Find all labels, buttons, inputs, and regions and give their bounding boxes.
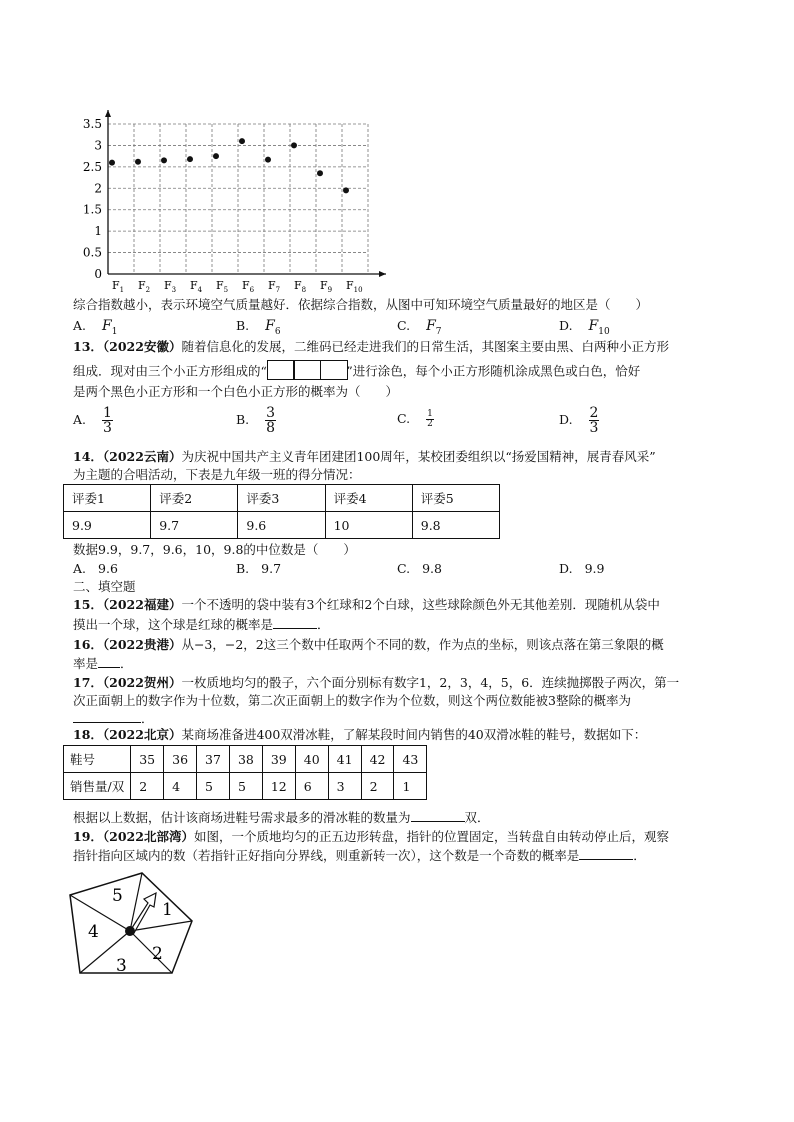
q13-option-a[interactable] bbox=[73, 406, 113, 435]
y-tick-label: 0.5 bbox=[82, 245, 102, 260]
table-cell: 6 bbox=[295, 773, 328, 800]
y-tick-label: 2.5 bbox=[82, 159, 102, 174]
q16-text: 从−3，−2，2这三个数中任取两个不同的数，作为点的坐标，则该点落在第三象限的概 bbox=[181, 637, 664, 652]
table-cell: 1 bbox=[394, 773, 427, 800]
q13-line1 bbox=[73, 339, 669, 355]
q13-option-d[interactable] bbox=[559, 406, 599, 435]
option-letter: B. bbox=[236, 318, 250, 333]
data-point bbox=[265, 157, 271, 163]
shoe-size-sales-table bbox=[63, 745, 427, 800]
option-letter: A. bbox=[73, 318, 87, 333]
x-tick-label: $F_6$ bbox=[242, 279, 255, 294]
sector-label: 5 bbox=[112, 886, 123, 906]
y-tick-label: 3 bbox=[94, 138, 102, 153]
q13-text-b: ”进行涂色，每个小正方形随机涂成黑色或白色，恰好 bbox=[346, 363, 641, 379]
three-square-strip bbox=[267, 360, 347, 384]
data-point bbox=[109, 160, 115, 166]
table-cell: 37 bbox=[197, 746, 230, 773]
y-tick-label: 0 bbox=[94, 267, 102, 281]
data-point bbox=[187, 156, 193, 162]
q18-after bbox=[73, 809, 490, 826]
q14-option-a[interactable]: A. 9.6 bbox=[73, 561, 118, 576]
table-cell: 评委1 bbox=[64, 485, 151, 512]
answer-blank[interactable] bbox=[411, 809, 465, 822]
q13-text-a: 组成．现对由三个小正方形组成的“ bbox=[73, 363, 267, 379]
y-tick-label: 2 bbox=[94, 181, 102, 196]
table-cell: 2 bbox=[361, 773, 394, 800]
q16-number: 16． bbox=[73, 637, 103, 652]
q15-text2: 摸出一个球，这个球是红球的概率是 bbox=[73, 617, 274, 632]
sector-label: 3 bbox=[116, 956, 127, 976]
option-sub: 7 bbox=[435, 326, 442, 337]
q14-option-d[interactable]: D. 9.9 bbox=[559, 561, 605, 576]
x-tick-label: $F_{10}$ bbox=[346, 279, 363, 294]
x-tick-label: $F_7$ bbox=[268, 279, 281, 294]
data-point bbox=[213, 153, 219, 159]
option-letter: D. bbox=[559, 412, 573, 427]
q17-number: 17． bbox=[73, 675, 103, 690]
q13-option-b[interactable] bbox=[236, 406, 276, 435]
table-cell: 36 bbox=[164, 746, 197, 773]
data-point bbox=[161, 157, 167, 163]
q17-end: ． bbox=[141, 711, 154, 726]
option-letter: A. bbox=[73, 412, 87, 427]
option-letter: C. bbox=[397, 318, 411, 333]
table-cell: 2 bbox=[131, 773, 164, 800]
fraction: $\frac{2}{3}$ bbox=[589, 405, 599, 436]
answer-blank[interactable] bbox=[73, 710, 141, 723]
q18-line1 bbox=[73, 727, 646, 743]
x-tick-label: $F_8$ bbox=[294, 279, 307, 294]
q17-source: （2022贺州） bbox=[102, 675, 182, 690]
q19-source: （2022北部湾） bbox=[102, 829, 194, 844]
q19-number: 19． bbox=[73, 829, 103, 844]
option-var: F bbox=[426, 318, 436, 334]
q13-source: （2022安徽） bbox=[102, 339, 182, 354]
table-header-row bbox=[64, 485, 500, 512]
pentagon-spinner-diagram bbox=[66, 865, 206, 985]
sector-label: 4 bbox=[88, 922, 99, 942]
x-axis-arrow-icon bbox=[379, 271, 386, 277]
data-point bbox=[135, 159, 141, 165]
data-point bbox=[239, 138, 245, 144]
x-tick-label: $F_4$ bbox=[190, 279, 203, 294]
q17-line2: 次正面朝上的数字作为十位数，第二次正面朝上的数字作为个位数，则这个两位数能被3整除的概率为 bbox=[73, 693, 631, 708]
x-tick-label: $F_9$ bbox=[320, 279, 333, 294]
q19-line1 bbox=[73, 829, 669, 845]
table-cell: 鞋号 bbox=[64, 746, 131, 773]
q18-source: （2022北京） bbox=[102, 727, 182, 742]
table-cell: 9.8 bbox=[412, 512, 499, 539]
q14-line2: 为主题的合唱活动，下表是九年级一班的得分情况： bbox=[73, 467, 361, 482]
q19-text: 如图，一个质地均匀的正五边形转盘，指针的位置固定，当转盘自由转动停止后，观察 bbox=[193, 829, 669, 844]
q15-end: ． bbox=[317, 617, 330, 632]
q14-option-c[interactable]: C. 9.8 bbox=[397, 561, 442, 576]
q15-number: 15． bbox=[73, 597, 103, 612]
q18-text-a: 根据以上数据，估计该商场进鞋号需求最多的滑冰鞋的数量为 bbox=[73, 810, 411, 825]
q16-text2: 率是 bbox=[73, 656, 99, 671]
option-letter: C. bbox=[397, 411, 411, 426]
q15-line2 bbox=[73, 616, 330, 633]
table-cell: 评委4 bbox=[325, 485, 412, 512]
q15-line1 bbox=[73, 597, 660, 613]
option-var: F bbox=[588, 318, 599, 334]
option-letter: D. bbox=[559, 318, 573, 333]
table-cell: 41 bbox=[328, 746, 361, 773]
y-tick-label: 3.5 bbox=[82, 117, 102, 131]
composite-index-scatter-chart bbox=[60, 92, 420, 302]
data-point bbox=[317, 170, 323, 176]
table-cell: 43 bbox=[394, 746, 427, 773]
q18-number: 18． bbox=[73, 727, 103, 742]
answer-blank[interactable] bbox=[98, 655, 120, 668]
q15-source: （2022福建） bbox=[102, 597, 182, 612]
q13-text: 随着信息化的发展，二维码已经走进我们的日常生活，其图案主要由黑、白两种小正方形 bbox=[181, 339, 669, 354]
table-cell: 评委3 bbox=[238, 485, 325, 512]
x-tick-label: $F_2$ bbox=[138, 279, 151, 294]
q14-source: （2022云南） bbox=[102, 449, 182, 464]
answer-blank[interactable] bbox=[273, 616, 317, 629]
table-cell: 5 bbox=[197, 773, 230, 800]
q12-option-a[interactable] bbox=[73, 318, 117, 340]
table-row bbox=[64, 746, 427, 773]
judges-score-table bbox=[63, 484, 500, 539]
table-cell: 5 bbox=[229, 773, 262, 800]
q12-stem: 综合指数越小，表示环境空气质量越好．依据综合指数，从图中可知环境空气质量最好的地区是（ ） bbox=[73, 297, 649, 312]
table-cell: 评委2 bbox=[151, 485, 238, 512]
sector-label: 1 bbox=[162, 900, 173, 920]
sector-label: 2 bbox=[152, 944, 163, 964]
x-tick-label: $F_5$ bbox=[216, 279, 229, 294]
q14-text: 为庆祝中国共产主义青年团建团100周年，某校团委组织以“扬爱国精神，展青春风采” bbox=[181, 449, 656, 464]
q15-text: 一个不透明的袋中装有3个红球和2个白球，这些球除颜色外无其他差别．现随机从袋中 bbox=[181, 597, 660, 612]
q16-end: ． bbox=[120, 656, 133, 671]
table-cell: 9.6 bbox=[238, 512, 325, 539]
y-axis-arrow-icon bbox=[105, 110, 111, 117]
option-sub: 10 bbox=[598, 326, 610, 337]
q13-line3: 是两个黑色小正方形和一个白色小正方形的概率为（ ） bbox=[73, 384, 399, 399]
q14-after: 数据9.9，9.7，9.6，10，9.8的中位数是（ ） bbox=[73, 542, 356, 557]
y-tick-label: 1 bbox=[94, 224, 102, 239]
fraction: $\frac{1}{2}$ bbox=[427, 409, 433, 429]
q16-source: （2022贵港） bbox=[102, 637, 182, 652]
q14-line1 bbox=[73, 449, 656, 465]
table-cell: 39 bbox=[262, 746, 295, 773]
x-tick-label: $F_1$ bbox=[112, 279, 125, 294]
q19-end: ． bbox=[633, 848, 646, 863]
table-cell: 35 bbox=[131, 746, 164, 773]
q12-option-d[interactable] bbox=[559, 318, 610, 340]
q16-line2 bbox=[73, 655, 133, 672]
table-cell: 9.9 bbox=[64, 512, 151, 539]
q14-number: 14． bbox=[73, 449, 103, 464]
table-cell: 销售量/双 bbox=[64, 773, 131, 800]
fraction: $\frac{1}{3}$ bbox=[103, 405, 112, 436]
option-var: F bbox=[265, 318, 275, 334]
q18-text: 某商场准备进400双滑冰鞋，了解某段时间内销售的40双滑冰鞋的鞋号，数据如下： bbox=[181, 727, 647, 742]
q18-text-b: 双． bbox=[464, 810, 490, 825]
table-cell: 12 bbox=[262, 773, 295, 800]
q13-line2 bbox=[73, 360, 640, 384]
option-sub: 6 bbox=[274, 326, 281, 337]
q19-text2: 指针指向区域内的数（若指针正好指向分界线，则重新转一次），这个数是一个奇数的概率是 bbox=[73, 848, 580, 863]
q17-line3 bbox=[73, 710, 154, 727]
table-cell: 38 bbox=[229, 746, 262, 773]
q12-option-b[interactable] bbox=[236, 318, 281, 340]
table-cell: 10 bbox=[325, 512, 412, 539]
q19-line2 bbox=[73, 847, 646, 864]
q13-option-c[interactable] bbox=[397, 410, 434, 429]
q12-option-c[interactable] bbox=[397, 318, 442, 340]
data-point bbox=[343, 187, 349, 193]
table-cell: 评委5 bbox=[412, 485, 499, 512]
option-sub: 1 bbox=[111, 326, 118, 337]
y-tick-label: 1.5 bbox=[82, 202, 102, 217]
table-cell: 42 bbox=[361, 746, 394, 773]
table-cell: 40 bbox=[295, 746, 328, 773]
q16-line1 bbox=[73, 637, 664, 653]
section-heading: 二、填空题 bbox=[73, 579, 136, 594]
table-cell: 4 bbox=[164, 773, 197, 800]
table-cell: 3 bbox=[328, 773, 361, 800]
q14-option-b[interactable]: B. 9.7 bbox=[236, 561, 282, 576]
table-row bbox=[64, 512, 500, 539]
answer-blank[interactable] bbox=[579, 847, 633, 860]
table-cell: 9.7 bbox=[151, 512, 238, 539]
q17-line1 bbox=[73, 675, 679, 691]
table-row bbox=[64, 773, 427, 800]
q13-number: 13． bbox=[73, 339, 103, 354]
option-var: F bbox=[102, 318, 112, 334]
data-point bbox=[291, 142, 297, 148]
spinner-center bbox=[125, 926, 135, 936]
option-letter: B. bbox=[236, 412, 250, 427]
q17-text: 一枚质地均匀的骰子，六个面分别标有数字1，2，3，4，5，6．连续抛掷骰子两次，第一 bbox=[181, 675, 680, 690]
fraction: $\frac{3}{8}$ bbox=[266, 405, 276, 436]
x-tick-label: $F_3$ bbox=[164, 279, 177, 294]
